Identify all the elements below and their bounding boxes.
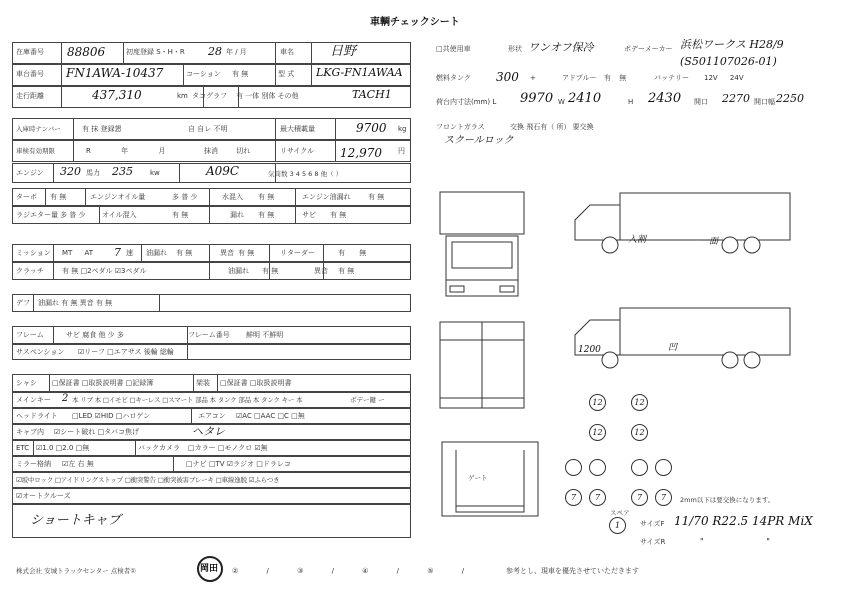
first-reg-year: 28 <box>208 45 222 58</box>
cyl-label: 気筒数 3 4 5 6 8 他（ ） <box>268 170 343 178</box>
fuel-label: 燃料タンク <box>436 74 471 82</box>
gate-label: ゲート <box>468 474 488 482</box>
mirror-label: ミラー格納 <box>16 460 51 468</box>
rust-label: サビ <box>302 211 316 219</box>
side-note: 入割 <box>628 235 647 245</box>
tread-note: 2mm以下は要交換になります。 <box>680 496 775 504</box>
recycle-value: 12,970 <box>340 146 382 160</box>
rad-label: ラジエター量 <box>16 211 58 219</box>
mileage-value: 437,310 <box>92 88 142 102</box>
mission-speed: 7 <box>114 246 121 259</box>
tire-front-right: 12 <box>631 394 648 411</box>
backcam-opts: □カラー □モノクロ ☑無 <box>188 444 268 452</box>
recycle-label: リサイクル <box>280 147 315 155</box>
etc-opts: ☑1.0 □2.0 □無 <box>36 444 90 452</box>
mileage-label: 走行距離 <box>16 92 44 100</box>
row-cruise <box>12 488 411 504</box>
key-label: メインキー <box>16 396 51 404</box>
water-label: 水混入 <box>222 193 243 201</box>
jika-label: 自 自レ 不明 <box>188 125 228 133</box>
tire-spare: 1 <box>609 517 626 534</box>
rear-note: 凹 <box>668 343 678 353</box>
water-opts: 有 無 <box>258 193 275 201</box>
cab-opts: ☑シート破れ □タバコ焦げ <box>54 428 140 436</box>
cargo-h-label: H <box>628 98 634 106</box>
stamp-text: 岡田 <box>200 564 219 574</box>
model-label: 型 式 <box>278 70 295 78</box>
battery-label: バッテリー <box>654 74 689 82</box>
cab-label: キャブ内 <box>16 428 44 436</box>
door-w: 2250 <box>776 92 804 105</box>
clutch-opts: 有 無 □2ペダル ☑3ペダル <box>62 267 147 275</box>
tire-rear-4: 7 <box>655 489 672 506</box>
tire-blank-4 <box>655 459 672 476</box>
center-use: □共使用車 <box>436 45 471 53</box>
footer-company: 株式会社 安城トラックセンター 点検者① <box>16 567 137 575</box>
mis-noise-opts: 有 無 <box>238 249 255 257</box>
rust-opts: 有 無 <box>330 211 347 219</box>
tacho-label: タコグラフ <box>192 92 227 100</box>
fuel-value: 300 <box>496 70 519 84</box>
adblue-label: アドブルー <box>562 74 597 82</box>
door-w-label: 開口幅 <box>754 98 775 106</box>
chassis-label: 車台番号 <box>16 70 44 78</box>
power-value: 235 <box>112 165 133 178</box>
cl-leak-label: 油漏れ <box>228 267 249 275</box>
door-label: 開口 <box>694 98 708 106</box>
turbo-opts: 有 無 <box>50 193 67 201</box>
etc-label: ETC <box>16 444 30 452</box>
tire-blank-3 <box>631 459 648 476</box>
susp-label: サスペンション <box>16 348 65 356</box>
leak-opts: 有 無 <box>258 211 275 219</box>
retarder-label: リターダー <box>280 249 315 257</box>
body-key: ボデー鍵 ー <box>350 396 385 404</box>
inspection-label: 車検有効期限 <box>16 147 55 155</box>
tire-front-left: 12 <box>589 394 606 411</box>
glass-note: スクールロック <box>444 135 514 146</box>
inspection-opts: R 年 月 <box>86 147 166 155</box>
susp-opts: ☑リーフ □エアサス 後輪 総輪 <box>78 348 174 356</box>
maker-value: 日野 <box>330 44 357 59</box>
frame-no-opts: 鮮明 不鮮明 <box>246 331 284 339</box>
shape-label: 形状 <box>508 45 522 53</box>
plate-label: 入庫時ナンバー <box>16 125 61 133</box>
adblue-opts: 有 無 <box>604 74 627 82</box>
frame-label: フレーム <box>16 331 44 339</box>
size-label: サイズF <box>640 520 665 528</box>
engine-label: エンジン <box>16 169 44 177</box>
tire-blank-2 <box>589 459 606 476</box>
glass-opts: 交換 飛石有（ 所） 要交換 <box>510 123 594 131</box>
km-label: km <box>177 92 188 100</box>
mission-label: ミッション <box>16 249 51 257</box>
engine-model: A09C <box>206 164 240 178</box>
nav-opts: □ナビ □TV ☑ラジオ □ドラレコ <box>186 460 291 468</box>
tire-rear-2: 7 <box>589 489 606 506</box>
mis-leak-label: 油漏れ <box>146 249 167 257</box>
tire-mid-right: 12 <box>631 424 648 441</box>
chassis-value: FN1AWA-10437 <box>66 66 164 80</box>
cargo-w: 2410 <box>568 91 602 106</box>
glass-label: フロントガラス <box>436 123 485 131</box>
cruise-opt: ☑オートクルーズ <box>16 492 71 500</box>
rear-gate-diagram <box>440 440 540 518</box>
tacho-opts: 有 一体 別体 その他 <box>236 92 299 100</box>
power-label: 馬力 <box>86 169 100 177</box>
oilmix-opts: 有 無 <box>172 211 189 219</box>
first-reg-suffix: 年 / 月 <box>226 48 247 56</box>
inspection-status: 抹消 切れ <box>204 147 251 155</box>
extras-opts: ☑坂中ロック □アイドリングストップ □衝突警告 □衝突被害ブレーキ □車線逸脱 ☑ふらつき <box>16 476 280 484</box>
equip-label: 架装 <box>196 379 210 387</box>
coating-opts: 有 無 <box>232 70 249 78</box>
truck-front-view <box>438 190 528 302</box>
aircon-opts: ☑AC □AAC □C □無 <box>236 412 305 420</box>
turbo-label: ターボ <box>16 193 37 201</box>
oil-opts: 多 普 少 <box>172 193 198 201</box>
stock-no-label: 在庫番号 <box>16 48 44 56</box>
tire-rear-1: 7 <box>565 489 582 506</box>
cl-noise-opts: 有 無 <box>338 267 355 275</box>
aircon-label: エアコン <box>198 412 226 420</box>
first-reg-label: 初度登録 S・H・R <box>126 48 185 56</box>
spare-label: スペア <box>610 509 630 517</box>
chassis-docs-label: シャシ <box>16 379 37 387</box>
footer-marks: ② / ③ / ④ / ⑤ / <box>232 567 465 575</box>
body-maker-value: 浜松ワークス H28/9 <box>680 38 784 51</box>
cargo-w-label: W <box>558 98 565 106</box>
key-value: 2 <box>62 393 69 404</box>
yen-label: 円 <box>398 147 405 155</box>
headlight-label: ヘッドライト <box>16 412 58 420</box>
truck-side-view <box>570 185 800 265</box>
plate-opts: 有 抹 登録懇 <box>82 125 122 133</box>
model-value: LKG-FN1AWAA <box>316 66 403 79</box>
cargo-l: 9970 <box>520 91 554 106</box>
frame-no-label: フレーム番号 <box>188 331 230 339</box>
clutch-label: クラッチ <box>16 267 44 275</box>
mirror-opts: ☑左 右 無 <box>62 460 94 468</box>
equip-docs-opts: □保証書 □取扱説明書 <box>220 379 292 387</box>
rear-note2: 1200 <box>578 345 601 355</box>
rad-opts: 多 普 少 <box>60 211 86 219</box>
mis-leak-opts: 有 無 <box>176 249 193 257</box>
diff-opts: 油漏れ 有 無 異音 有 無 <box>38 299 113 307</box>
row-turbo <box>12 188 411 206</box>
cab-note: ヘタレ <box>192 425 225 438</box>
max-load-value: 9700 <box>356 121 387 135</box>
maker-label: 車名 <box>280 48 294 56</box>
frame-opts: サビ 腐食 他 少 多 <box>66 331 124 339</box>
key-opts: 本 リブ 本 □イモビ □キーレス □スマート 部品 本 タンク 部品 本 タンク キー 本 <box>72 396 303 404</box>
mission-speed-suffix: 速 <box>126 249 133 257</box>
size-value: 11/70 R22.5 14PR MiX <box>674 514 813 528</box>
remarks-value: ショートキャブ <box>30 513 121 528</box>
max-load-label: 最大積載量 <box>280 125 315 133</box>
battery-opts: 12V 24V <box>704 74 744 82</box>
fuel-plus: + <box>530 74 536 82</box>
row-suspension <box>12 344 411 360</box>
oilmix-label: オイル混入 <box>102 211 137 219</box>
backcam-label: バックカメラ <box>138 444 180 452</box>
door-h: 2270 <box>722 92 750 105</box>
size-r-label: サイズR <box>640 538 666 546</box>
eng-leak-opts: 有 無 <box>368 193 385 201</box>
truck-rear-doors <box>438 320 528 412</box>
cl-leak-opts: 有 無 <box>262 267 279 275</box>
body-maker-label: ボデーメーカー <box>624 45 673 53</box>
kw-label: kw <box>150 169 160 177</box>
tire-blank-1 <box>565 459 582 476</box>
tire-mid-left: 12 <box>589 424 606 441</box>
oil-label: エンジンオイル量 <box>90 193 146 201</box>
leak-label: 漏れ <box>230 211 244 219</box>
body-maker-serial: (S501107026-01) <box>680 55 777 68</box>
sheet-title: 車輌チェックシート <box>370 17 460 28</box>
side-note2: 一面 <box>700 237 719 247</box>
tacho-value: TACH1 <box>352 88 392 101</box>
shape-value: ワンオフ保冷 <box>528 41 594 54</box>
cargo-label: 荷台内寸法(mm) L <box>436 98 497 106</box>
coating-label: コーション <box>186 70 221 78</box>
headlight-opts: □LED ☑HID □ハロゲン <box>72 412 151 420</box>
engine-value: 320 <box>60 165 81 178</box>
diff-label: デフ <box>16 299 30 307</box>
truck-side-view-2 <box>570 300 800 380</box>
bottom-note: 参考とし、現車を優先させていただきます <box>506 567 639 575</box>
cl-noise-label: 異音 <box>314 267 328 275</box>
size-r-value: " " <box>700 537 770 546</box>
chassis-docs-opts: □保証書 □取扱説明書 □記録簿 <box>52 379 154 387</box>
retarder-opts: 有 無 <box>338 249 367 257</box>
tire-rear-3: 7 <box>631 489 648 506</box>
cargo-h: 2430 <box>648 91 682 106</box>
mission-opts: MT AT <box>62 249 94 257</box>
mis-noise-label: 異音 <box>220 249 234 257</box>
kg-label: kg <box>398 125 407 133</box>
eng-leak-label: エンジン油漏れ <box>302 193 351 201</box>
stock-no-value: 88806 <box>67 45 106 59</box>
